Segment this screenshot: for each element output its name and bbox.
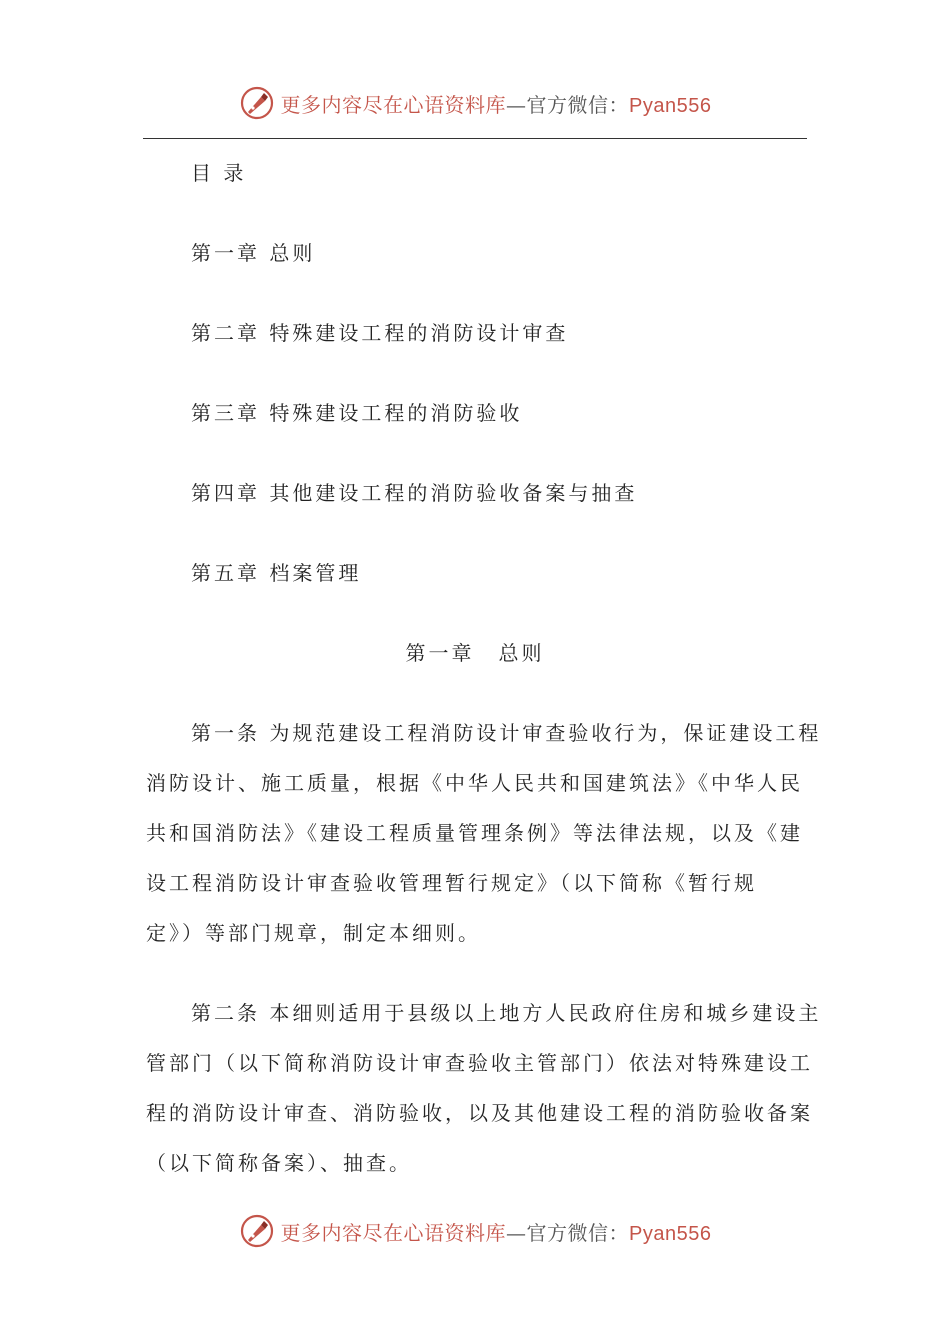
article-1-line: 共和国消防法》《建设工程质量管理条例》等法律法规，以及《建 (146, 821, 803, 845)
footer-watermark (0, 1210, 950, 1252)
toc-item-chapter-3: 第三章 特殊建设工程的消防验收 (191, 401, 523, 425)
article-2-line: 程的消防设计审查、消防验收，以及其他建设工程的消防验收备案 (146, 1101, 813, 1125)
chapter-heading (0, 637, 950, 666)
toc-item-chapter-5: 第五章 档案管理 (191, 561, 362, 585)
header-watermark (0, 82, 950, 124)
article-2-line: 第二条 本细则适用于县级以上地方人民政府住房和城乡建设主 (191, 1001, 822, 1025)
toc-item-chapter-1: 第一章 总则 (191, 241, 316, 265)
watermark-main-text: 更多内容尽在心语资料库 (280, 1220, 507, 1245)
article-1-line: 定》）等部门规章，制定本细则。 (146, 921, 481, 945)
watermark-text (281, 1217, 712, 1246)
toc-title: 目 录 (191, 161, 247, 185)
article-1-line: 设工程消防设计审查验收管理暂行规定》（以下简称《暂行规 (146, 871, 757, 895)
article-1-line: 消防设计、施工质量，根据《中华人民共和国建筑法》《中华人民 (146, 771, 803, 795)
watermark-main-text: 更多内容尽在心语资料库 (280, 92, 507, 117)
watermark-text (281, 89, 712, 118)
article-1-line: 第一条 为规范建设工程消防设计审查验收行为，保证建设工程 (191, 721, 822, 745)
pen-nib-logo-icon (239, 1213, 275, 1249)
watermark-official-label: 官方微信： (526, 92, 630, 117)
watermark-wechat-id: Pyan556 (629, 94, 712, 117)
watermark-wechat-id: Pyan556 (629, 1222, 712, 1245)
watermark-official-label: 官方微信： (526, 1220, 630, 1245)
toc-item-chapter-2: 第二章 特殊建设工程的消防设计审查 (191, 321, 569, 345)
chapter-title: 总则 (498, 641, 545, 665)
article-2-line: （以下简称备案）、抽查。 (146, 1151, 412, 1175)
header-divider (143, 138, 807, 139)
article-2-line: 管部门（以下简称消防设计审查验收主管部门）依法对特殊建设工 (146, 1051, 813, 1075)
watermark-dash: — (506, 92, 527, 117)
pen-nib-logo-icon (239, 85, 275, 121)
watermark-dash: — (506, 1220, 527, 1245)
toc-item-chapter-4: 第四章 其他建设工程的消防验收备案与抽查 (191, 481, 638, 505)
chapter-number: 第一章 (405, 641, 475, 665)
